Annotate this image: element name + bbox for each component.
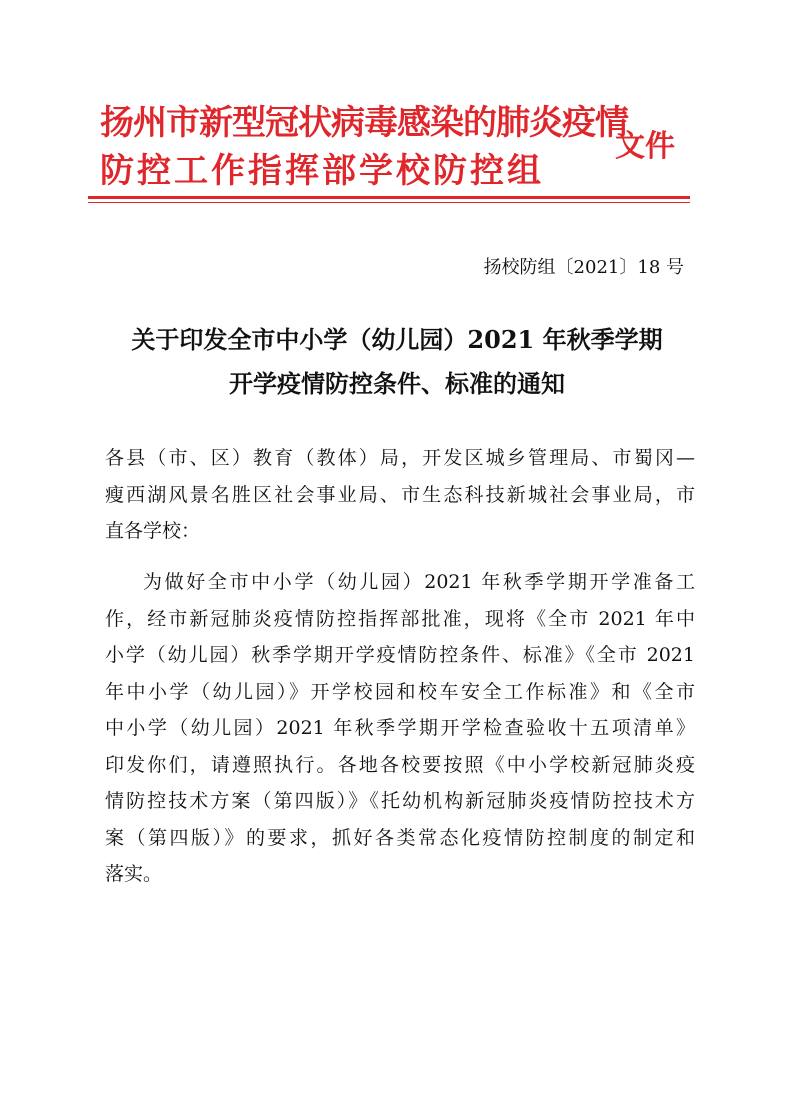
document-title-line-2: 开学疫情防控条件、标准的通知 bbox=[229, 369, 565, 398]
header-divider-thin bbox=[88, 202, 690, 203]
header-divider-thick bbox=[88, 196, 690, 199]
paragraph-line: 为做好全市中小学（幼儿园）2021 年秋季学期开学准备工 bbox=[143, 571, 695, 593]
paragraph-line: 小学（幼儿园）秋季学期开学疫情防控条件、标准》《全市 2021 bbox=[105, 644, 695, 666]
issuer-name-line-1: 扬州市新型冠状病毒感染的肺炎疫情 bbox=[100, 103, 628, 143]
addressee-block bbox=[105, 440, 695, 550]
document-type-label: 文件 bbox=[615, 129, 675, 164]
addressee-line: 各县（市、区）教育（教体）局，开发区城乡管理局、市蜀冈— bbox=[105, 447, 695, 469]
paragraph-line: 案（第四版）》的要求，抓好各类常态化疫情防控制度的制定和 bbox=[105, 826, 695, 849]
paragraph-line: 年中小学（幼儿园）》开学校园和校车安全工作标准》和《全市 bbox=[105, 680, 695, 703]
body-paragraph bbox=[105, 564, 695, 893]
issuer-name-line-2: 防控工作指挥部学校防控组 bbox=[100, 151, 544, 191]
paragraph-line: 作，经市新冠肺炎疫情防控指挥部批准，现将《全市 2021 年中 bbox=[105, 607, 695, 630]
addressee-line: 瘦西湖风景名胜区社会事业局、市生态科技新城社会事业局，市 bbox=[105, 483, 695, 506]
document-title-line-1: 关于印发全市中小学（幼儿园）2021 年秋季学期 bbox=[131, 325, 663, 354]
paragraph-line: 印发你们，请遵照执行。各地各校要按照《中小学校新冠肺炎疫 bbox=[105, 753, 695, 776]
addressee-line: 直各学校： bbox=[105, 520, 201, 542]
document-header bbox=[100, 95, 700, 195]
paragraph-line: 中小学（幼儿园）2021 年秋季学期开学检查验收十五项清单》 bbox=[105, 717, 695, 739]
paragraph-line: 情防控技术方案（第四版）》《托幼机构新冠肺炎疫情防控技术方 bbox=[105, 790, 695, 812]
document-number: 扬校防组〔2021〕18 号 bbox=[483, 257, 684, 278]
paragraph-line: 落实。 bbox=[105, 863, 163, 885]
